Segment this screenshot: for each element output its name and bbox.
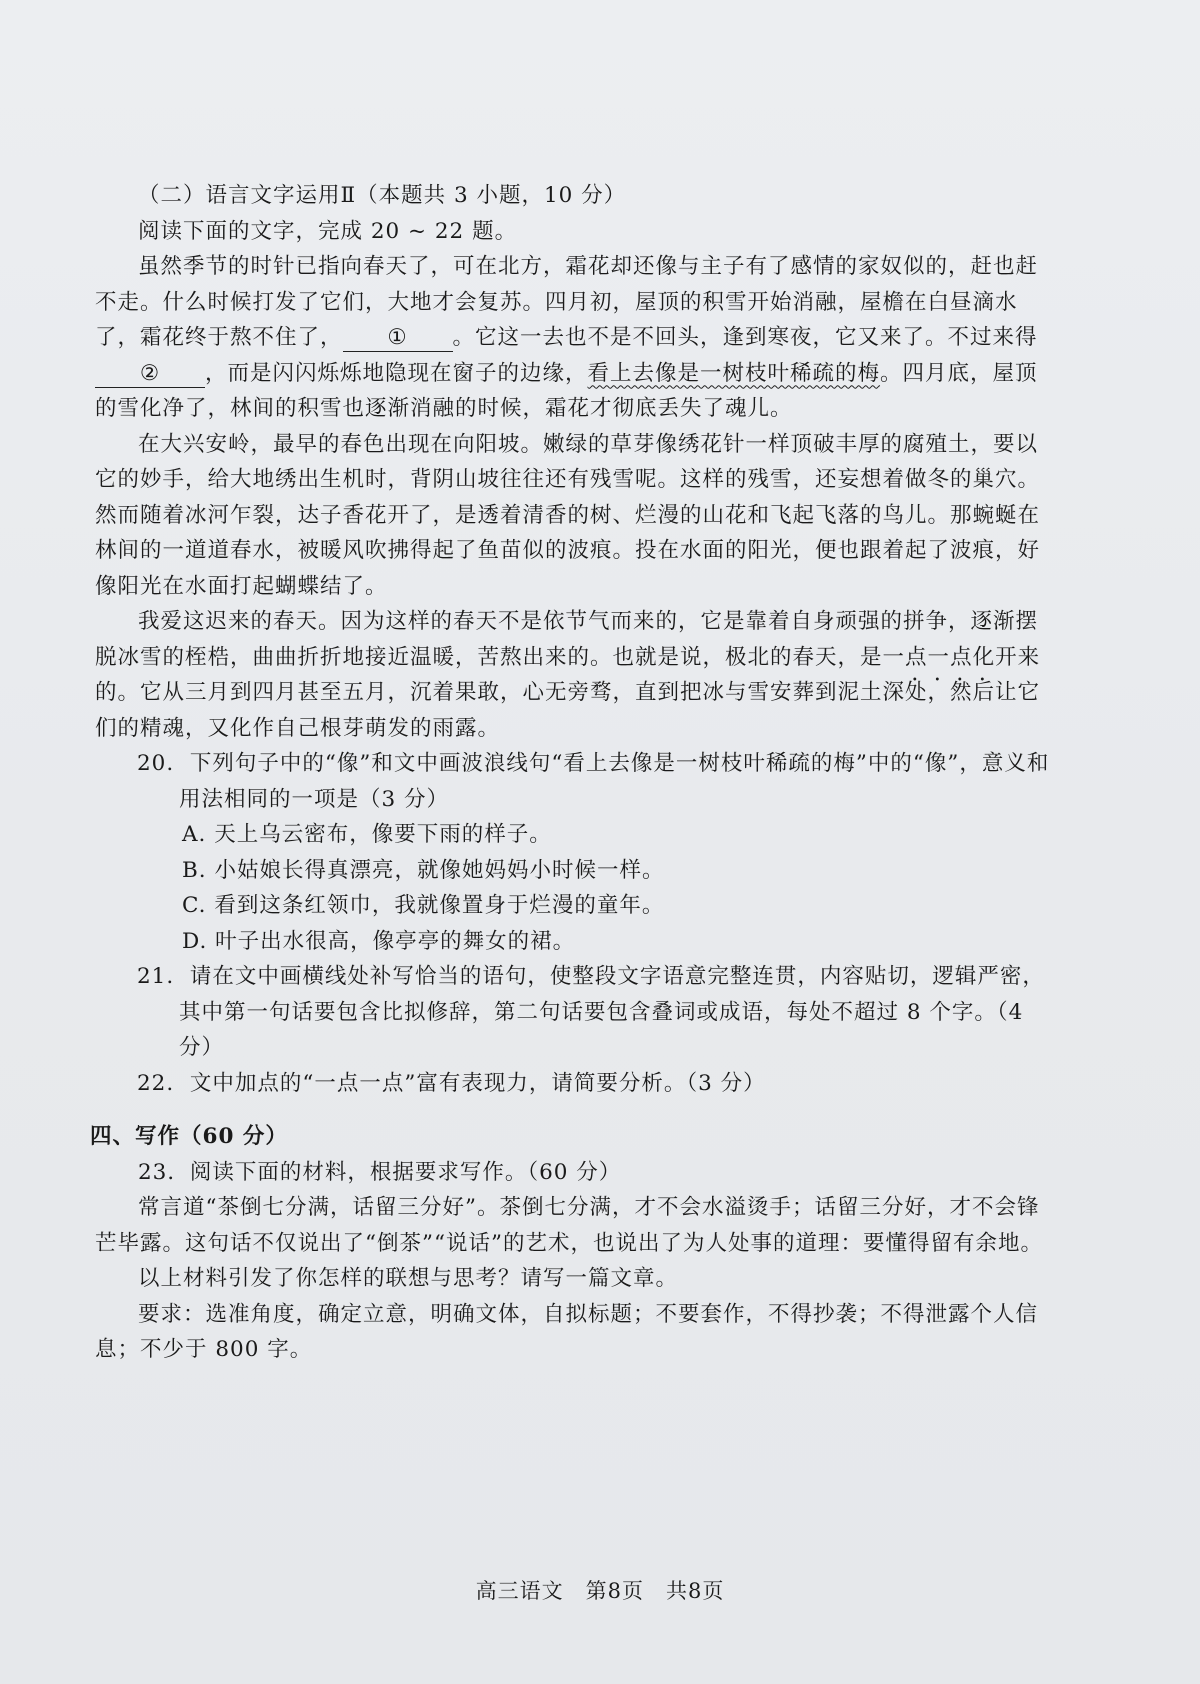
para1-part-b: 。它这一去也不是不回头，逢到寒夜，它又来了。不过来得 [452,325,1038,350]
para3-part-b: 化开来的。它从三月到四月甚至五月，沉着果敢，心无旁骛，直到把冰与雪安葬到泥土深处，然后让它们的精魂，又化作自己根芽萌发的雨露。 [95,644,1041,741]
question-22-text: 文中加点的“一点一点”富有表现力，请简要分析。（3 分） [189,1070,766,1096]
page-footer: 高三语文 第8页 共8页 [475,1579,725,1603]
writing-section-heading: 四、写作（60 分） [90,1124,288,1149]
option-b: B. 小姑娘长得真漂亮，就像她妈妈小时候一样。 [182,857,665,883]
question-22 [137,1066,1055,1102]
question-23: 23．阅读下面的材料，根据要求写作。（60 分） [138,1159,622,1185]
question-21 [137,959,1055,1066]
para1-part-a: 虽然季节的时针已指向春天了，可在北方，霜花却还像与主子有了感情的家奴似的，赶也赶不走。什么时候打发了它们，大地才会复苏。四月初，屋顶的积雪开始消融，屋檐在白昼滴水了，霜花终于熬不住了， [95,254,1039,350]
dotted-phrase [883,645,973,670]
passage-paragraph-1 [95,249,1055,427]
wavy-underlined-sentence: 看上去像是一树枝叶稀疏的梅 [587,360,881,386]
passage-paragraph-2: 在大兴安岭，最早的春色出现在向阳坡。嫩绿的草芽像绣花针一样顶破丰厚的腐殖土，要以它的妙手，给大地绣出生机时，背阴山坡往往还有残雪呢。这样的残雪，还妄想着做冬的巢穴。然而随着冰河乍裂，达子香花开了，是透着清香的树、烂漫的山花和飞起飞落的鸟儿。那蜿蜒在林间的一道道春水，被暖风吹拂得起了鱼苗似的波痕。投在水面的阳光，便也跟着起了波痕，好像阳光在水面打起蝴蝶结了。 [95,431,1041,599]
option-a: A. 天上乌云密布，像要下雨的样子。 [182,822,552,847]
page-content [90,178,1055,1368]
passage-paragraph-3 [95,604,1055,746]
question-21-number: 21. [137,964,175,989]
dotted-char: 点 [905,644,928,670]
blank-2: ② [95,361,205,388]
para1-part-c: ，而是闪闪烁烁地隐现在窗子的边缘， [205,360,588,386]
writing-material: 常言道“茶倒七分满，话留三分好”。茶倒七分满，才不会水溢烫手；话留三分好，才不会锋芒毕露。这句话不仅说出了“倒茶”“说话”的艺术，也说出了为人处事的道理：要懂得留有余地。 [95,1195,1043,1256]
dotted-char: 点 [950,644,973,670]
question-20 [137,746,1055,817]
option-d: D. 叶子出水很高，像亭亭的舞女的裙。 [182,928,576,954]
question-22-number: 22. [137,1070,175,1096]
dotted-char: 一 [927,644,951,670]
dotted-char: 一 [882,644,906,670]
reading-instruction: 阅读下面的文字，完成 20 ~ 22 题。 [138,218,518,244]
option-c: C. 看到这条红领巾，我就像置身于烂漫的童年。 [182,893,665,918]
para1-part-d: 。四月底，屋顶的雪化净了，林间的积雪也逐渐消融的时候，霜花才彻底丢失了魂儿。 [95,360,1038,421]
para3-part-a: 我爱这迟来的春天。因为这样的春天不是依节气而来的，它是靠着自身顽强的拼争，逐渐摆脱冰雪的桎梏，曲曲折折地接近温暖，苦熬出来的。也就是说，极北的春天，是 [95,609,1039,670]
section-heading: （二）语言文字运用Ⅱ（本题共 3 小题，10 分） [138,183,627,208]
question-20-number: 20. [137,751,175,776]
writing-requirements: 要求：选准角度，确定立意，明确文体，自拟标题；不要套作，不得抄袭；不得泄露个人信息；不少于 800 字。 [95,1301,1039,1362]
writing-prompt: 以上材料引发了你怎样的联想与思考？请写一篇文章。 [138,1266,679,1291]
blank-1: ① [343,325,453,352]
question-21-text: 请在文中画横线处补写恰当的语句，使整段文字语意完整连贯，内容贴切，逻辑严密，其中第一句话要包含比拟修辞，第二句话要包含叠词或成语，每处不超过 8 个字。（4 分） [179,964,1045,1060]
question-20-text: 下列句子中的“像”和文中画波浪线句“看上去像是一树枝叶稀疏的梅”中的“像”，意义和用法相同的一项是（3 分） [179,751,1050,812]
